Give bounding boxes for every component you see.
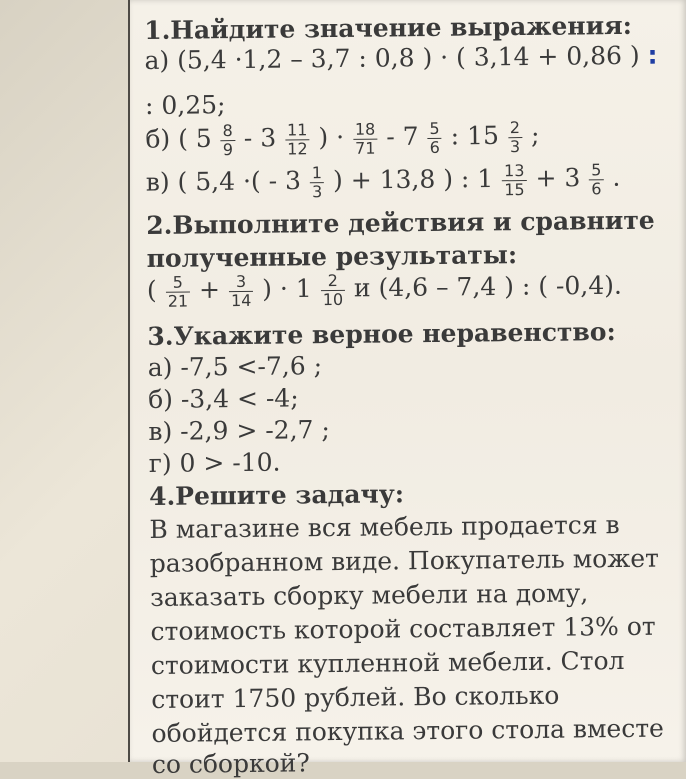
fraction-2-10: $\frac{2}{10}$ (320, 272, 345, 308)
task3-g: г) 0 > -10. (148, 447, 281, 478)
fraction-8-9: $\frac{8}{9}$ (222, 121, 234, 159)
task2-title-line2: полученные результаты: (146, 240, 518, 273)
task3-title: 3.Укажите верное неравенство: (147, 317, 616, 351)
task4-title: 4.Решите задачу: (148, 479, 405, 511)
fraction-1-3: $\frac{1}{3}$ (311, 163, 323, 201)
task3-a: а) -7,5 <-7,6 ; (147, 351, 323, 382)
task2-title-line1: 2.Выполните действия и сравните (146, 205, 655, 240)
fraction-18-71: $\frac{18}{71}$ (354, 119, 376, 158)
task4-line1: В магазине вся мебель продается в (149, 510, 620, 544)
fraction-3-14: $\frac{3}{14}$ (229, 273, 254, 309)
fraction-5-21: $\frac{5}{21}$ (166, 274, 191, 310)
task3-b: б) -3,4 < -4; (147, 383, 299, 414)
task1-a-line1 (144, 40, 658, 75)
task1-a-expression: а) (5,4 ·1,2 – 3,7 : 0,8 ) · ( 3,14 + 0,86 ) (144, 40, 640, 75)
task4-line4: стоимость которой составляет 13% от (150, 611, 656, 646)
task1-a-line2: : 0,25; (144, 90, 226, 120)
task1-title: 1.Найдите значение выражения: (144, 10, 633, 45)
handwritten-colon: : (647, 40, 658, 70)
task2-expression: ( $\frac{5}{21}$ + $\frac{3}{14}$ ) · 1 $\frac{2}{10}$ и (4,6 – 7,4 ) : ( -0,4). (146, 270, 623, 311)
task1-v-line: в) ( 5,4 ·( - 3 $\frac{1}{3}$ ) + 13,8 ) : 1 $\frac{13}{15}$ + 3 $\frac{5}{6}$ . (145, 160, 621, 201)
task4-line2: разобранном виде. Покупатель может (149, 543, 660, 578)
fraction-5-6b: $\frac{5}{6}$ (591, 160, 602, 198)
fraction-2-3: $\frac{2}{3}$ (509, 118, 521, 156)
task4-line3: заказать сборку мебели на дому, (150, 578, 589, 612)
task1-b-line: б) ( 5 $\frac{8}{9}$ - 3 $\frac{11}{12}$ ) · $\frac{18}{71}$ - 7 $\frac{5}{6}$ : 15 $\frac{2}{3}$ ; (145, 118, 540, 159)
task4-line5: стоимости купленной мебели. Стол (150, 646, 625, 680)
fraction-11-12: $\frac{11}{12}$ (286, 120, 308, 159)
fraction-13-15: $\frac{13}{15}$ (503, 161, 525, 199)
fraction-5-6: $\frac{5}{6}$ (429, 118, 440, 157)
task4-line7: обойдется покупка этого стола вместе (151, 713, 665, 748)
task4-line6: стоит 1750 рублей. Во сколько (151, 680, 560, 714)
task4-line8: со сборкой? (151, 748, 310, 779)
task3-v: в) -2,9 > -2,7 ; (148, 415, 330, 446)
